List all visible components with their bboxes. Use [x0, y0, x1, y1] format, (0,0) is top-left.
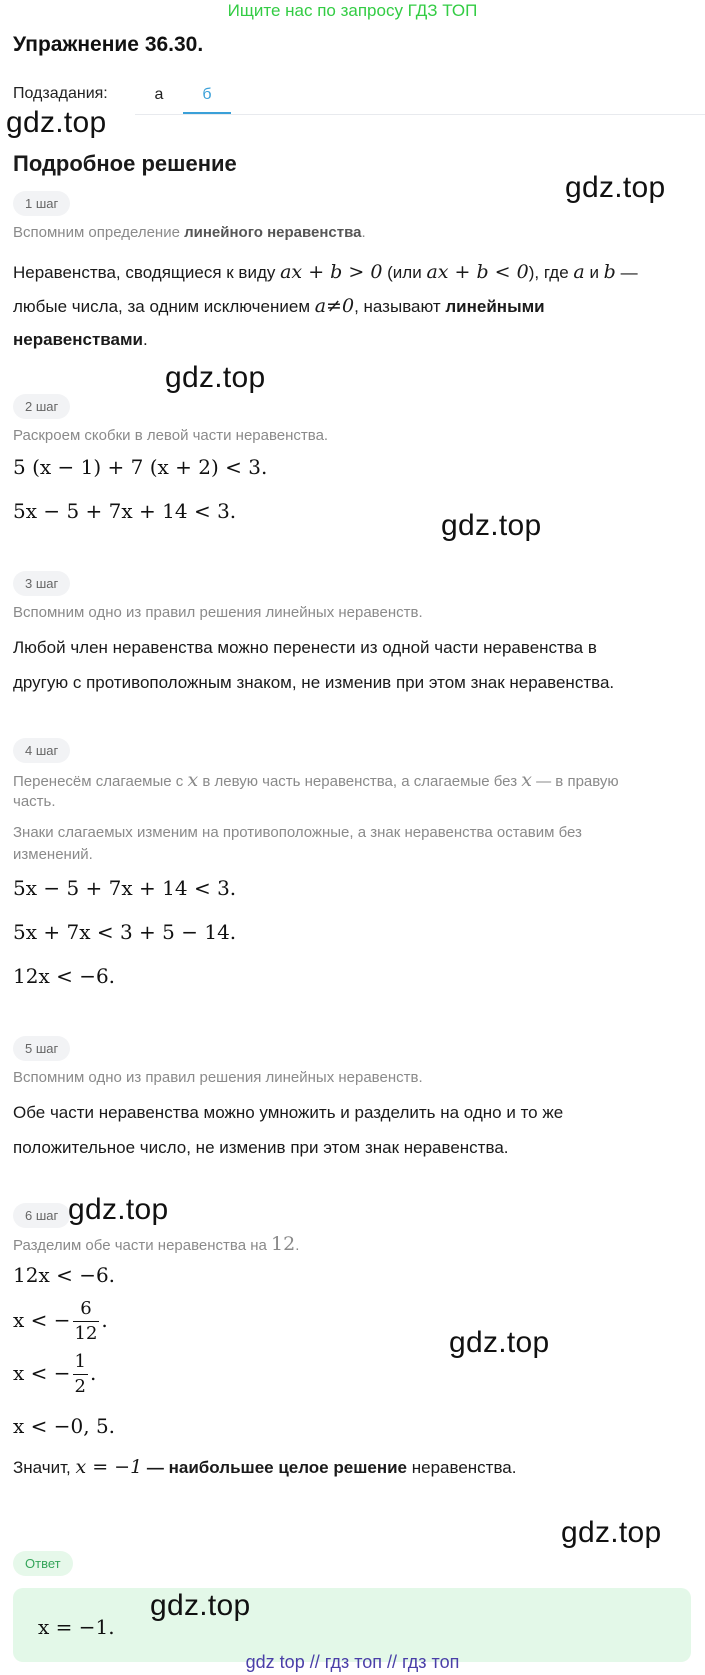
step1-hint: Вспомним определение линейного неравенства.	[13, 224, 366, 241]
watermark: gdz.top	[565, 171, 666, 204]
step2-math-2: 5x − 5 + 7x + 14 < 3.	[13, 499, 237, 523]
step-badge-1: 1 шаг	[13, 191, 70, 216]
step6-math-4: x < −0, 5.	[13, 1414, 116, 1438]
step6-math-frac-2: x < − $\frac{1}{2}$ .	[13, 1351, 97, 1397]
step3-text-2: другую с противоположным знаком, не изменив при этом знак неравенства.	[13, 673, 615, 692]
step5-text-2: положительное число, не изменив при этом знак неравенства.	[13, 1138, 509, 1157]
step-badge-4: 4 шаг	[13, 738, 70, 763]
step-badge-3: 3 шаг	[13, 571, 70, 596]
step6-math-frac-1: x < − $\frac{6}{12}$ .	[13, 1298, 108, 1344]
section-title: Подробное решение	[13, 151, 237, 176]
watermark: gdz.top	[165, 361, 266, 394]
watermark: gdz.top	[6, 106, 107, 139]
watermark: gdz.top	[68, 1193, 169, 1226]
step-badge-5: 5 шаг	[13, 1036, 70, 1061]
subtasks-divider	[135, 114, 705, 115]
step2-math-1: 5 (x − 1) + 7 (x + 2) < 3.	[13, 455, 268, 479]
step5-text-1: Обе части неравенства можно умножить и разделить на одно и то же	[13, 1103, 564, 1122]
watermark: gdz.top	[441, 509, 542, 542]
subtasks-tabs	[135, 79, 231, 114]
subtasks-label: Подзадания:	[13, 85, 108, 102]
step4-math-3: 12x < −6.	[13, 964, 116, 988]
step4-math-1: 5x − 5 + 7x + 14 < 3.	[13, 876, 237, 900]
footer-links[interactable]: gdz top // гдз топ // гдз топ	[245, 1652, 460, 1672]
exercise-title: Упражнение 36.30.	[13, 33, 204, 56]
answer-badge: Ответ	[13, 1551, 73, 1576]
answer-box	[13, 1588, 691, 1662]
step3-hint: Вспомним одно из правил решения линейных неравенств.	[13, 604, 423, 621]
watermark: gdz.top	[150, 1589, 251, 1622]
step4-hint-2: Знаки слагаемых изменим на противоположные, а знак неравенства оставим без	[13, 824, 582, 841]
watermark: gdz.top	[561, 1516, 662, 1549]
step6-math-1: 12x < −6.	[13, 1263, 116, 1287]
step5-hint: Вспомним одно из правил решения линейных неравенств.	[13, 1069, 423, 1086]
subtask-tab-b[interactable]: б	[183, 79, 231, 114]
step-badge-6: 6 шаг	[13, 1203, 70, 1228]
step4-hint-1b: часть.	[13, 793, 56, 810]
step4-math-2: 5x + 7x < 3 + 5 − 14.	[13, 920, 237, 944]
step-badge-2: 2 шаг	[13, 394, 70, 419]
step4-hint-1: Перенесём слагаемые с x в левую часть неравенства, а слагаемые без x — в правую	[13, 769, 619, 791]
step6-hint: Разделим обе части неравенства на 12.	[13, 1233, 300, 1255]
step1-text-line1: Неравенства, сводящиеся к виду ax + b > 0 (или ax + b < 0), где a и b —	[13, 261, 638, 283]
step2-hint: Раскроем скобки в левой части неравенства.	[13, 427, 329, 444]
promo-banner[interactable]: Ищите нас по запросу ГДЗ ТОП	[227, 1, 478, 20]
step1-text-line2: любые числа, за одним исключением a≠0, называют линейными	[13, 295, 545, 317]
answer-value: x = −1.	[38, 1615, 115, 1639]
step4-hint-2b: изменений.	[13, 846, 93, 863]
step6-conclusion: Значит, x = −1 — наибольшее целое решение неравенства.	[13, 1456, 517, 1478]
step1-text-line3: неравенствами.	[13, 330, 148, 349]
step3-text-1: Любой член неравенства можно перенести из одной части неравенства в	[13, 638, 597, 657]
watermark: gdz.top	[449, 1326, 550, 1359]
subtask-tab-a[interactable]: а	[154, 86, 164, 103]
